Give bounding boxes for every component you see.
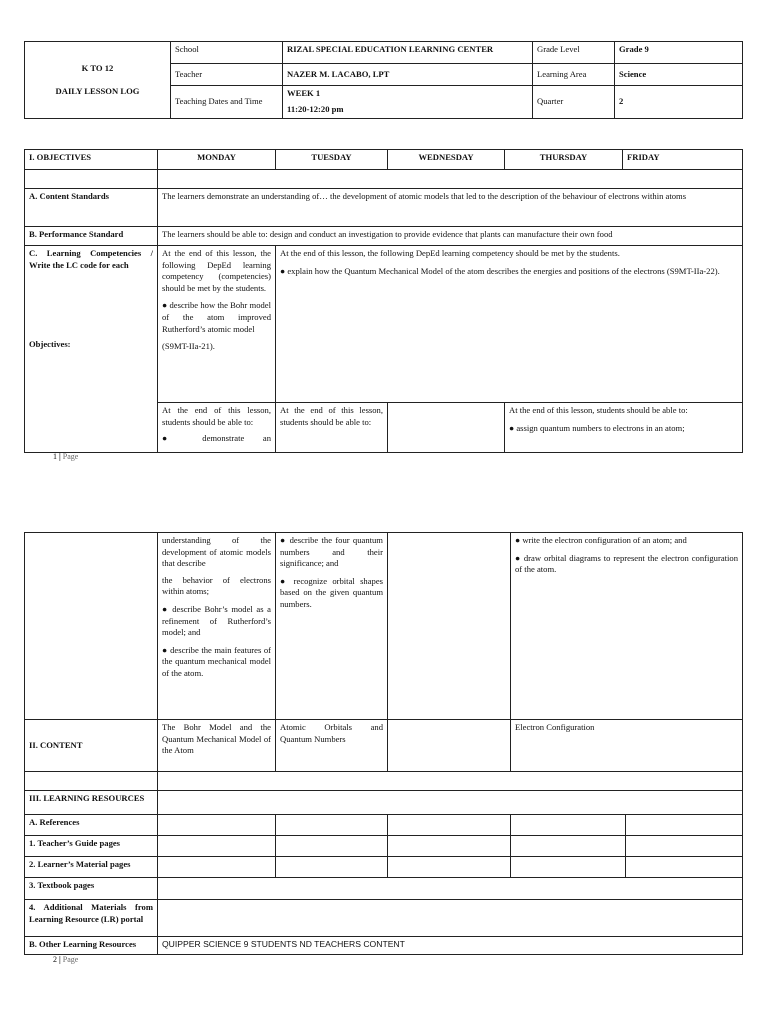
objectives-table <box>24 149 743 453</box>
page2-tuesday <box>276 533 388 720</box>
day-wednesday: WEDNESDAY <box>388 150 505 170</box>
content-standards-label: A. Content Standards <box>25 189 158 227</box>
performance-standard-text: The learners should be able to: design and conduct an investigation to provide evidence that plants can manufacture their own food <box>158 227 743 246</box>
references-wed <box>388 815 511 836</box>
content-tuesday: Atomic Orbitals and Quantum Numbers <box>276 720 388 772</box>
objectives-wednesday <box>388 403 505 453</box>
area-value: Science <box>615 64 743 86</box>
textbook-row <box>158 878 743 900</box>
dates-value <box>283 86 533 119</box>
additional-row <box>158 900 743 937</box>
teachers-guide-mon <box>158 836 276 857</box>
competencies-monday <box>158 246 276 403</box>
competencies-label-cell <box>25 246 158 453</box>
competencies-rest <box>276 246 743 403</box>
content-wednesday <box>388 720 511 772</box>
learners-material-tue <box>276 857 388 878</box>
competencies-label: C. Learning Competencies / Write the LC code for each <box>29 248 153 270</box>
teachers-guide-tue <box>276 836 388 857</box>
page-number-2-sep: | <box>59 955 61 964</box>
objectives-tuesday <box>276 403 388 453</box>
day-friday: FRIDAY <box>623 150 743 170</box>
objectives-mon-p2: ● demonstrate an <box>162 433 271 444</box>
content-thursday: Electron Configuration <box>511 720 743 772</box>
page-number-1-num: 1 <box>53 452 57 461</box>
page2-mon-p1: understanding of the development of atomic models that describe <box>162 535 271 569</box>
page2-thu-p2: ● draw orbital diagrams to represent the electron configuration of the atom. <box>515 552 739 575</box>
page2-tue-p2: ● recognize orbital shapes based on the given quantum numbers. <box>280 575 383 609</box>
teachers-guide-thu <box>511 836 626 857</box>
header-title-1: K TO 12 <box>81 62 114 73</box>
page-number-1 <box>53 452 78 463</box>
additional-label: 4. Additional Materials from Learning Resource (LR) portal <box>25 900 158 937</box>
dates-label: Teaching Dates and Time <box>171 86 283 119</box>
other-resources-value: QUIPPER SCIENCE 9 STUDENTS ND TEACHERS CONTENT <box>158 937 743 955</box>
page2-label-blank <box>25 533 158 720</box>
page2-mon-p2: the behavior of electrons within atoms; <box>162 574 271 597</box>
day-tuesday: TUESDAY <box>276 150 388 170</box>
header-table <box>24 41 743 119</box>
page2-wednesday <box>388 533 511 720</box>
objectives-thu-p2: ● assign quantum numbers to electrons in an atom; <box>509 422 685 433</box>
references-label: A. References <box>25 815 158 836</box>
competencies-rest-p1: At the end of this lesson, the following DepEd learning competency should be met by the students. <box>280 248 620 258</box>
learners-material-mon <box>158 857 276 878</box>
page-number-2 <box>53 955 78 966</box>
quarter-label: Quarter <box>533 86 615 119</box>
grade-label: Grade Level <box>533 42 615 64</box>
page2-tue-p1: ● describe the four quantum numbers and their significance; and <box>280 535 383 569</box>
teachers-guide-label: 1. Teacher’s Guide pages <box>25 836 158 857</box>
day-monday: MONDAY <box>158 150 276 170</box>
quarter-value: 2 <box>615 86 743 119</box>
references-tue <box>276 815 388 836</box>
competencies-mon-p2: ● describe how the Bohr model of the atom improved Rutherford’s atomic model <box>162 300 271 334</box>
page-number-2-num: 2 <box>53 955 57 964</box>
performance-standard-label: B. Performance Standard <box>25 227 158 246</box>
learners-material-fri <box>626 857 743 878</box>
objectives-mon-p1: At the end of this lesson, students should be able to: <box>162 405 271 427</box>
page2-mon-p3: ● describe Bohr’s model as a refinement of Rutherford’s model; and <box>162 603 271 638</box>
page2-mon-p4: ● describe the main features of the quantum mechanical model of the atom. <box>162 644 271 678</box>
page2-thursday <box>511 533 743 720</box>
objectives-monday <box>158 403 276 453</box>
competencies-mon-p1: At the end of this lesson, the following DepEd learning competency (competencies) should be met by the students. <box>162 248 271 293</box>
learners-material-label: 2. Learner’s Material pages <box>25 857 158 878</box>
day-thursday: THURSDAY <box>505 150 623 170</box>
teacher-value: NAZER M. LACABO, LPT <box>283 64 533 86</box>
competencies-mon-p3: (S9MT-IIa-21). <box>162 341 215 352</box>
school-label: School <box>171 42 283 64</box>
page-number-1-sep: | <box>59 452 61 461</box>
header-title-cell <box>25 42 171 119</box>
textbook-label: 3. Textbook pages <box>25 878 158 900</box>
page2-monday <box>158 533 276 720</box>
page-number-1-label: Page <box>62 452 79 461</box>
references-thu <box>511 815 626 836</box>
learners-material-wed <box>388 857 511 878</box>
page2-table <box>24 532 743 955</box>
other-resources-label: B. Other Learning Resources <box>25 937 158 955</box>
content-monday: The Bohr Model and the Quantum Mechanical Model of the Atom <box>158 720 276 772</box>
objectives-heading: I. OBJECTIVES <box>25 150 158 170</box>
teachers-guide-fri <box>626 836 743 857</box>
time-value: 11:20-12:20 pm <box>287 103 344 114</box>
blank-row-label <box>25 170 158 189</box>
objectives-thursday <box>505 403 743 453</box>
teachers-guide-wed <box>388 836 511 857</box>
content-standards-text: The learners demonstrate an understanding of… the development of atomic models that led to the description of the behaviour of electrons within atoms <box>158 189 743 227</box>
grade-value: Grade 9 <box>615 42 743 64</box>
teacher-label: Teacher <box>171 64 283 86</box>
week-value: WEEK 1 <box>287 88 321 98</box>
area-label: Learning Area <box>533 64 615 86</box>
resources-blank <box>158 791 743 815</box>
objectives-label: Objectives: <box>29 339 71 350</box>
content-blank-label <box>25 772 158 791</box>
resources-label: III. LEARNING RESOURCES <box>25 791 158 815</box>
references-fri <box>626 815 743 836</box>
blank-row <box>158 170 743 189</box>
references-mon <box>158 815 276 836</box>
objectives-thu-p1: At the end of this lesson, students should be able to: <box>509 405 688 415</box>
page-number-2-label: Page <box>62 955 79 964</box>
page2-thu-p1: ● write the electron configuration of an atom; and <box>515 535 687 545</box>
objectives-tue-p1: At the end of this lesson, students should be able to: <box>280 405 383 427</box>
school-value: RIZAL SPECIAL EDUCATION LEARNING CENTER <box>283 42 533 64</box>
competencies-rest-p2: ● explain how the Quantum Mechanical Model of the atom describes the energies and positions of the electrons (S9MT-IIa-22). <box>280 265 720 276</box>
header-title-2: DAILY LESSON LOG <box>55 85 140 96</box>
learners-material-thu <box>511 857 626 878</box>
content-label: II. CONTENT <box>25 720 158 772</box>
content-blank-row <box>158 772 743 791</box>
